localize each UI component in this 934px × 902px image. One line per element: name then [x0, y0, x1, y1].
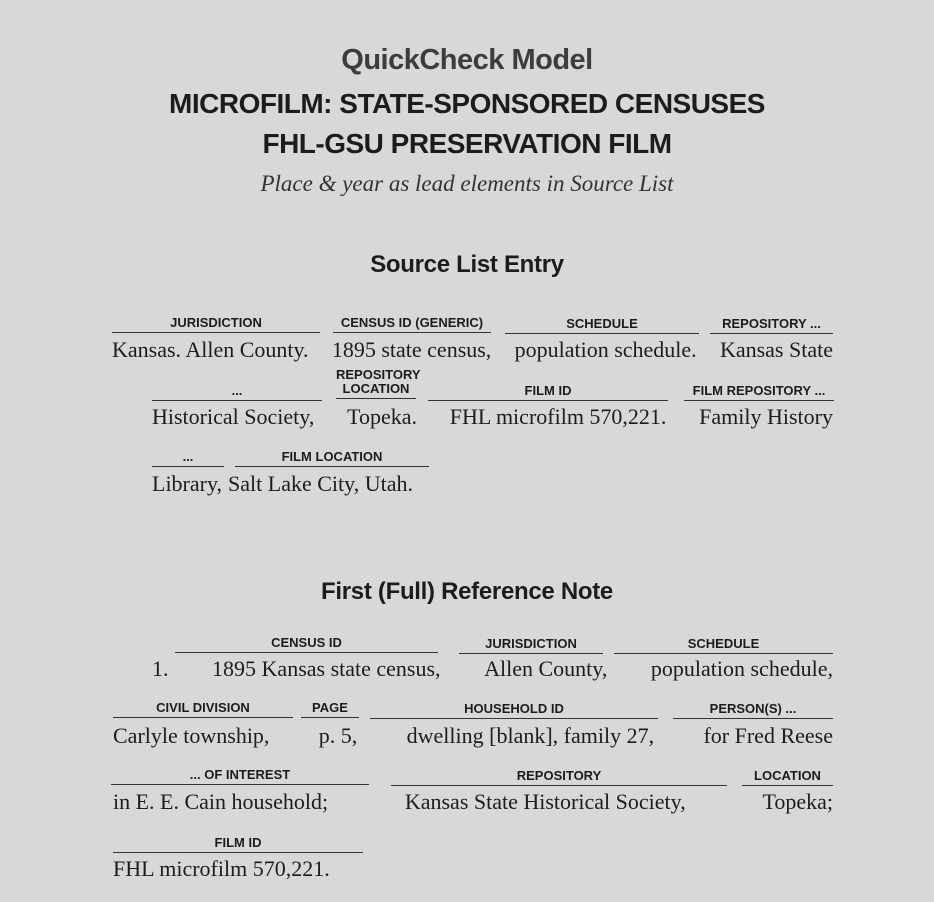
- label-page: PAGE: [301, 701, 359, 718]
- label-repository-location-top: REPOSITORY: [336, 367, 421, 382]
- source-line-2: [152, 404, 833, 430]
- source-list-heading: Source List Entry: [370, 251, 564, 278]
- label-household-id: HOUSEHOLD ID: [370, 702, 658, 719]
- label-continuation-1: ...: [152, 384, 322, 401]
- label-film-id: FILM ID: [428, 384, 668, 401]
- note-line-1: [152, 656, 833, 682]
- source-film-repository-cont: Library,: [152, 471, 223, 496]
- note-census-id: 1895 Kansas state census,: [212, 656, 441, 681]
- note-persons: for Fred Reese: [703, 723, 833, 748]
- source-film-location: Salt Lake City, Utah.: [228, 471, 413, 496]
- label-repository-cont: REPOSITORY ...: [710, 317, 833, 334]
- note-location: Topeka;: [762, 789, 833, 814]
- page-title-line1: MICROFILM: STATE-SPONSORED CENSUSES: [169, 88, 765, 119]
- label-schedule: SCHEDULE: [505, 317, 699, 334]
- note-line-2: [113, 723, 833, 749]
- page-subtitle: Place & year as lead elements in Source List: [260, 171, 674, 196]
- label-census-id: CENSUS ID: [175, 636, 438, 653]
- note-household-id: dwelling [blank], family 27,: [406, 723, 655, 748]
- label-film-location: FILM LOCATION: [235, 450, 429, 467]
- note-line-4: [113, 856, 330, 882]
- note-jurisdiction: Allen County,: [484, 656, 608, 681]
- label-continuation-2: ...: [152, 450, 224, 467]
- page-title-line2: FHL-GSU PRESERVATION FILM: [262, 128, 672, 159]
- label-repository-location-bottom: LOCATION: [342, 381, 410, 396]
- source-jurisdiction: Kansas. Allen County.: [112, 337, 309, 362]
- note-line-3: [113, 789, 833, 815]
- label-film-repository-cont: FILM REPOSITORY ...: [684, 384, 834, 401]
- note-repository: Kansas State Historical Society,: [404, 789, 686, 814]
- label-census-id-generic: CENSUS ID (GENERIC): [333, 316, 491, 333]
- source-line-1: [112, 337, 833, 363]
- source-schedule: population schedule.: [514, 337, 697, 362]
- source-film-id: FHL microfilm 570,221.: [449, 404, 667, 429]
- label-persons: PERSON(S) ...: [673, 702, 833, 719]
- label-of-interest: ... OF INTEREST: [111, 768, 369, 785]
- label-repository-location: [336, 367, 421, 399]
- note-civil-division: Carlyle township,: [113, 723, 270, 748]
- label-note-film-id: FILM ID: [113, 836, 363, 853]
- source-repository: Kansas State: [719, 337, 833, 362]
- note-number: 1.: [152, 656, 169, 681]
- label-location: LOCATION: [742, 769, 833, 786]
- brand-title: QuickCheck Model: [341, 44, 593, 76]
- label-note-schedule: SCHEDULE: [614, 637, 833, 654]
- note-of-interest: in E. E. Cain household;: [113, 789, 329, 814]
- note-film-id: FHL microfilm 570,221.: [113, 856, 330, 881]
- label-jurisdiction: JURISDICTION: [112, 316, 320, 333]
- source-film-repository: Family History: [699, 404, 833, 429]
- source-line-3: [152, 471, 413, 497]
- source-repository-cont: Historical Society,: [152, 404, 315, 429]
- label-repository: REPOSITORY: [391, 769, 727, 786]
- source-location: Topeka.: [347, 404, 417, 429]
- label-civil-division: CIVIL DIVISION: [113, 701, 293, 718]
- note-page: p. 5,: [318, 723, 358, 748]
- label-note-jurisdiction: JURISDICTION: [459, 637, 603, 654]
- reference-note-heading: First (Full) Reference Note: [321, 578, 613, 605]
- source-census: 1895 state census,: [331, 337, 492, 362]
- note-schedule: population schedule,: [650, 656, 833, 681]
